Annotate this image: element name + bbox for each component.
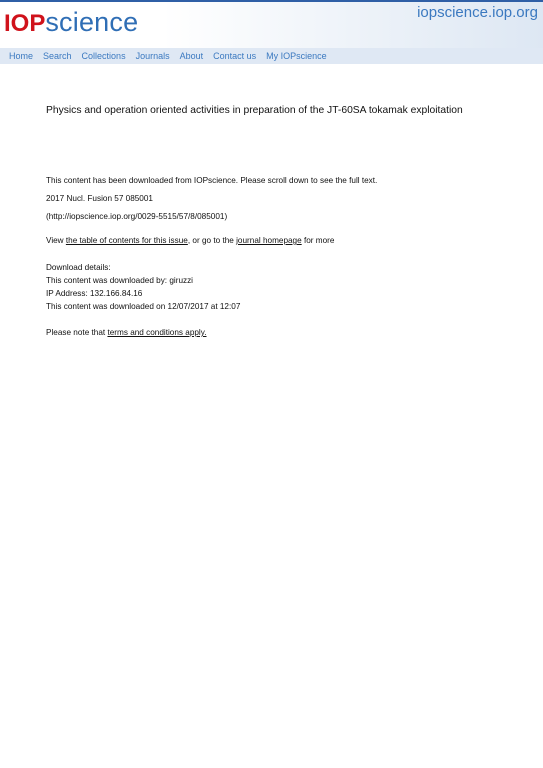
view-line (46, 236, 334, 245)
view-middle: , or go to the (187, 236, 237, 245)
main-nav (0, 48, 543, 64)
downloaded-by: This content was downloaded by: giruzzi (46, 276, 193, 285)
journal-homepage-link[interactable]: journal homepage (236, 236, 302, 245)
ip-address: IP Address: 132.166.84.16 (46, 289, 143, 298)
site-url-link[interactable]: iopscience.iop.org (417, 4, 538, 21)
article-title: Physics and operation oriented activities in preparation of the JT-60SA tokamak exploitation (46, 105, 463, 116)
logo-iop-text: IOP (4, 10, 46, 37)
nav-contact-us[interactable]: Contact us (213, 51, 257, 61)
terms-link[interactable]: terms and conditions apply. (107, 328, 207, 337)
doi-url: (http://iopscience.iop.org/0029-5515/57/8/085001) (46, 212, 228, 221)
nav-home[interactable]: Home (9, 51, 34, 61)
download-details-heading: Download details: (46, 263, 111, 272)
terms-prefix: Please note that (46, 328, 108, 337)
downloaded-notice: This content has been downloaded from IOPscience. Please scroll down to see the full text. (46, 176, 378, 185)
view-suffix: for more (301, 236, 335, 245)
site-header (0, 2, 543, 48)
view-prefix: View (46, 236, 66, 245)
citation: 2017 Nucl. Fusion 57 085001 (46, 194, 153, 203)
nav-journals[interactable]: Journals (135, 51, 170, 61)
toc-link[interactable]: the table of contents for this issue (65, 236, 188, 245)
logo-science-text: science (45, 7, 139, 37)
nav-about[interactable]: About (179, 51, 204, 61)
nav-search[interactable]: Search (43, 51, 72, 61)
nav-collections[interactable]: Collections (81, 51, 126, 61)
iopscience-logo[interactable] (4, 7, 138, 39)
terms-line (46, 328, 207, 337)
download-date: This content was downloaded on 12/07/2017 at 12:07 (46, 302, 241, 311)
nav-my-iopscience[interactable]: My IOPscience (266, 51, 327, 61)
